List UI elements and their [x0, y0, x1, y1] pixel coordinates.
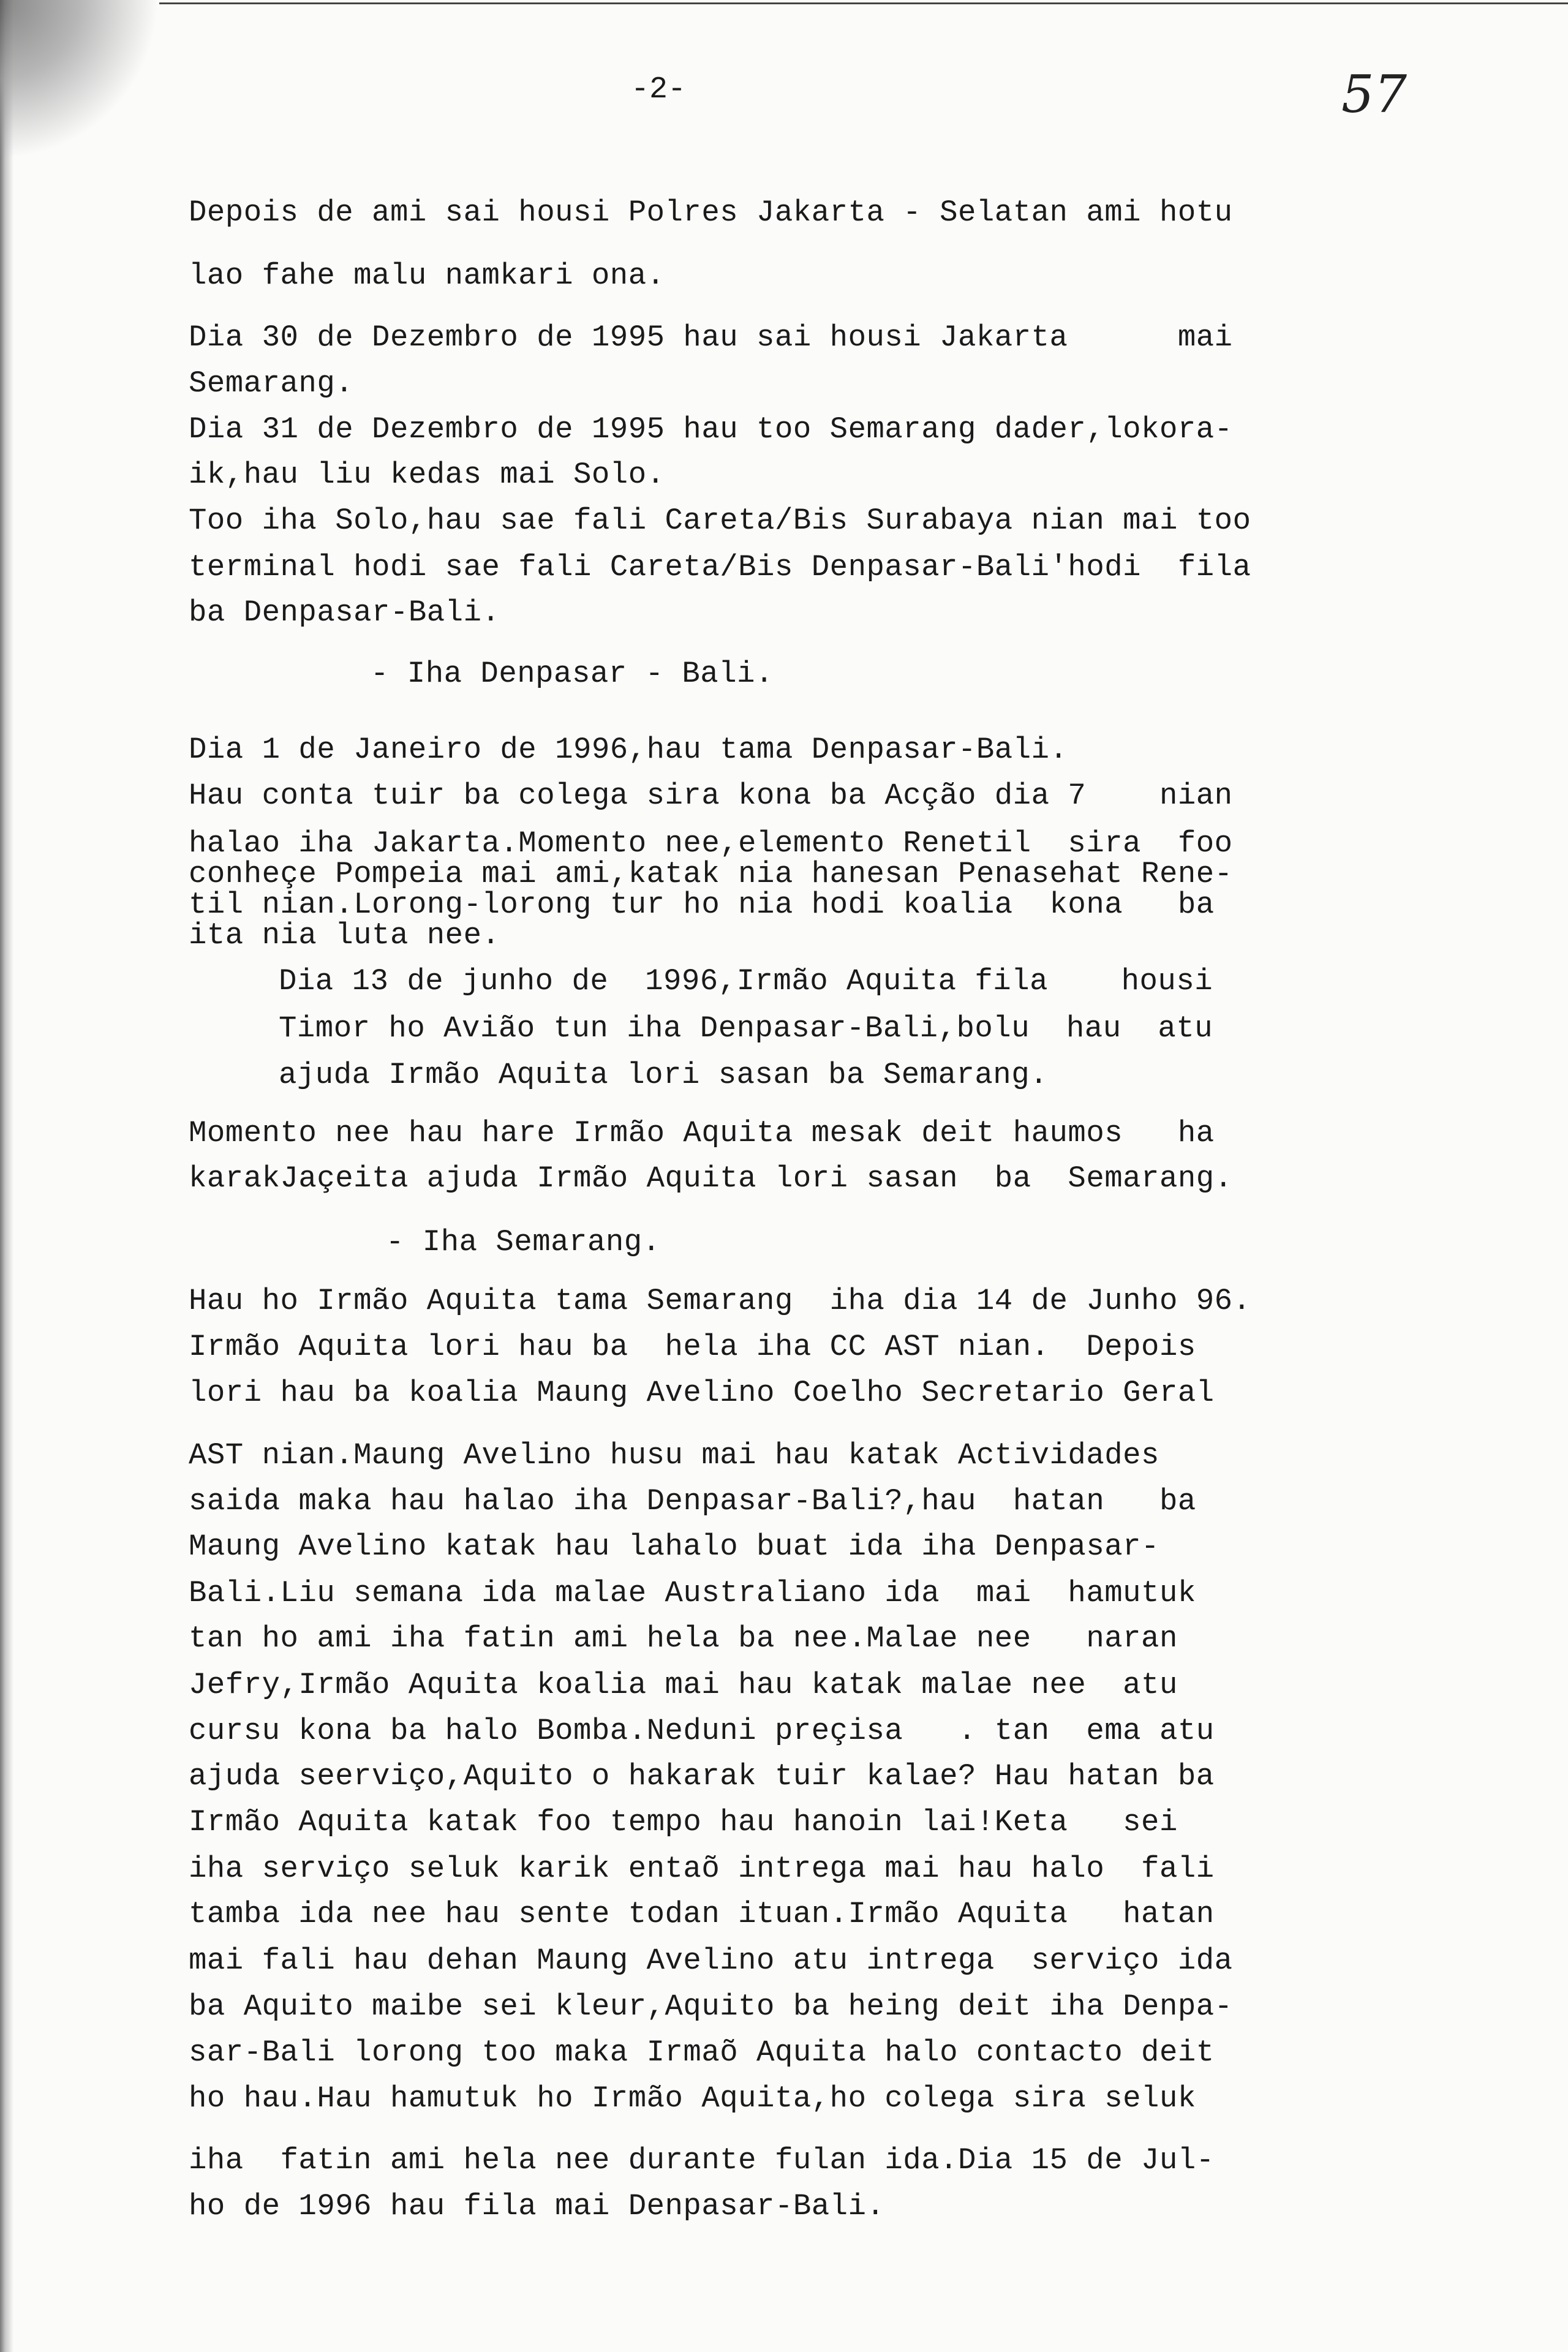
- text-line: Maung Avelino katak hau lahalo buat ida iha Denpasar-: [189, 1529, 1159, 1564]
- text-line: Depois de ami sai housi Polres Jakarta - Selatan ami hotu: [189, 195, 1233, 230]
- text-line: Jefry,Irmão Aquita koalia mai hau katak malae nee atu: [189, 1668, 1178, 1702]
- section-heading: - Iha Denpasar - Bali.: [371, 657, 774, 691]
- text-line: ho de 1996 hau fila mai Denpasar-Bali.: [189, 2189, 885, 2223]
- text-line: Dia 1 de Janeiro de 1996,hau tama Denpasar-Bali.: [189, 733, 1068, 767]
- text-line: Irmão Aquita katak foo tempo hau hanoin lai!Keta sei: [189, 1805, 1178, 1839]
- section-heading: - Iha Semarang.: [386, 1225, 661, 1259]
- text-line: Semarang.: [189, 366, 354, 401]
- text-line: terminal hodi sae fali Careta/Bis Denpasar-Bali'hodi fila: [189, 550, 1251, 584]
- text-line: Bali.Liu semana ida malae Australiano ida mai hamutuk: [189, 1576, 1196, 1610]
- text-line: Timor ho Avião tun iha Denpasar-Bali,bolu hau atu: [279, 1011, 1213, 1046]
- text-line: karakJaçeita ajuda Irmão Aquita lori sasan ba Semarang.: [189, 1161, 1233, 1196]
- text-line: Too iha Solo,hau sae fali Careta/Bis Surabaya nian mai too: [189, 503, 1251, 538]
- text-line: AST nian.Maung Avelino husu mai hau katak Actividades: [189, 1438, 1159, 1472]
- text-line: til nian.Lorong-lorong tur ho nia hodi koalia kona ba: [189, 888, 1215, 922]
- text-line: Irmão Aquita lori hau ba hela iha CC AST nian. Depois: [189, 1330, 1196, 1364]
- text-line: Dia 30 de Dezembro de 1995 hau sai housi Jakarta mai: [189, 320, 1233, 355]
- text-line: cursu kona ba halo Bomba.Neduni preçisa . tan ema atu: [189, 1714, 1215, 1748]
- text-line: tamba ida nee hau sente todan ituan.Irmão Aquita hatan: [189, 1897, 1215, 1931]
- text-line: Dia 31 de Dezembro de 1995 hau too Semarang dader,lokora-: [189, 412, 1233, 447]
- text-line: Dia 13 de junho de 1996,Irmão Aquita fila housi: [279, 964, 1213, 998]
- text-line: ba Aquito maibe sei kleur,Aquito ba heing deit iha Denpa-: [189, 1989, 1233, 2024]
- text-line: lao fahe malu namkari ona.: [189, 258, 665, 293]
- text-line: iha fatin ami hela nee durante fulan ida.Dia 15 de Jul-: [189, 2143, 1215, 2177]
- folio-number: 57: [1341, 64, 1407, 124]
- text-line: ba Denpasar-Bali.: [189, 595, 500, 630]
- text-line: sar-Bali lorong too maka Irmaõ Aquita halo contacto deit: [189, 2035, 1215, 2070]
- top-edge-line: [159, 2, 1568, 4]
- text-line: ho hau.Hau hamutuk ho Irmão Aquita,ho colega sira seluk: [189, 2081, 1196, 2116]
- text-line: ita nia luta nee.: [189, 918, 500, 952]
- text-line: lori hau ba koalia Maung Avelino Coelho Secretario Geral: [189, 1376, 1215, 1410]
- text-line: tan ho ami iha fatin ami hela ba nee.Malae nee naran: [189, 1621, 1178, 1656]
- scan-edge-shadow: [0, 0, 13, 2352]
- text-line: Hau ho Irmão Aquita tama Semarang iha dia 14 de Junho 96.: [189, 1284, 1251, 1318]
- text-line: Hau conta tuir ba colega sira kona ba Acção dia 7 nian: [189, 778, 1233, 813]
- text-line: conheçe Pompeia mai ami,katak nia hanesan Penasehat Rene-: [189, 857, 1233, 891]
- text-line: saida maka hau halao iha Denpasar-Bali?,hau hatan ba: [189, 1484, 1196, 1518]
- text-line: ik,hau liu kedas mai Solo.: [189, 458, 665, 492]
- text-line: ajuda seerviço,Aquito o hakarak tuir kalae? Hau hatan ba: [189, 1759, 1215, 1793]
- text-line: Momento nee hau hare Irmão Aquita mesak deit haumos ha: [189, 1116, 1215, 1150]
- text-line: ajuda Irmão Aquita lori sasan ba Semarang.: [279, 1058, 1049, 1092]
- text-line: iha serviço seluk karik entaõ intrega mai hau halo fali: [189, 1852, 1215, 1886]
- page-number: -2-: [631, 72, 687, 107]
- scan-corner-shadow: [0, 0, 159, 159]
- text-line: halao iha Jakarta.Momento nee,elemento Renetil sira foo: [189, 826, 1233, 861]
- text-line: mai fali hau dehan Maung Avelino atu intrega serviço ida: [189, 1943, 1233, 1978]
